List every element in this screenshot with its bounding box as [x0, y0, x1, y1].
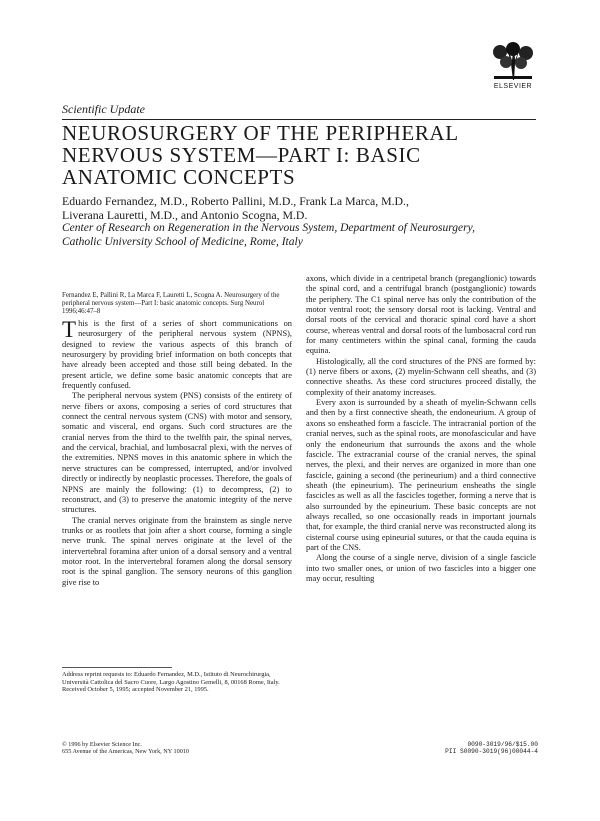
left-column [62, 319, 292, 588]
paragraph: Histologically, all the cord structures of the PNS are formed by: (1) nerve fibers or axons, (2) myelin-Schwann cell sheaths, and (3) connective sheaths. As these cord structures proceed distally, the complexity of their anatomy increases. [306, 356, 536, 397]
copyright [62, 741, 292, 756]
received-dates: Received October 5, 1995; accepted November 21, 1995. [62, 686, 209, 693]
reprint-address: Address reprint requests to: Eduardo Fernandez, M.D., Istituto di Neurochirurgia, Università Cattolica del Sacro Cuore, Largo Agostino Gemelli, 8, 00168 Rome, Italy. [62, 671, 280, 686]
copyright-line: © 1996 by Elsevier Science Inc. [62, 741, 142, 748]
author-line: Eduardo Fernandez, M.D., Roberto Pallini, M.D., Frank La Marca, M.D., [62, 194, 409, 208]
paragraph: Every axon is surrounded by a sheath of myelin-Schwann cells and then by a first connective sheath, the endoneurium. A group of axons so ensheathed form a fascicle. The intracranial portion of the cranial nerves, such as the spinal roots, are monofascicular and have only the endoneurium that surrounds the axons and the whole fascicle. The extracranial course of the cranial nerves, the spinal nerves, the plexi, and their nerves are organized in more than one fascicle, gaining a second (the perineurium) and a third connective sheath (the epineurium). The perineurium ensheaths the single fascicles as well as all the fascicles together, forming a nerve that is also surrounded by the epineurium. These basic concepts are not always recalled, so one occasionally reads in important journals that, for example, the third cranial nerve was reconstructed along its cisternal course using epineurial sutures, or that the cauda equina is part of the CNS. [306, 398, 536, 552]
elsevier-logo [488, 42, 538, 90]
drop-cap: T [62, 317, 77, 342]
footnotes [62, 671, 292, 694]
issn-block [420, 741, 538, 756]
title-line: ANATOMIC CONCEPTS [62, 165, 296, 189]
issn-price: 0090-3019/96/$15.00 [467, 741, 538, 748]
header-rule [62, 119, 536, 120]
author-list [62, 195, 542, 222]
paragraph [62, 319, 292, 391]
paragraph: axons, which divide in a centripetal branch (preganglionic) towards the spinal cord, and a centrifugal branch (postganglionic) towards the periphery. The C1 spinal nerve has only the contribution of the motor ventral root; the sensory dorsal root is lacking. Ventral and dorsal roots of the cervical and thoracic spinal cord have a short course, whereas ventral and dorsal roots of the lumbosacral cord run for many centimeters within the spinal canal, forming the cauda equina. [306, 274, 536, 356]
pii-number: PII S0090-3019(96)00044-4 [445, 748, 538, 756]
author-line: Liverana Lauretti, M.D., and Antonio Scogna, M.D. [62, 207, 308, 222]
article-title [62, 122, 542, 188]
paragraph-text: his is the first of a series of short communications on neurosurgery of the peripheral nervous system (NPNS), designed to review the various aspects of this branch of neurosurgery by providing brief information on both concepts that have already been accepted and those still being debated. In the present article, we define some basic anatomic concepts that are frequently confused. [62, 319, 292, 391]
footnote-rule [62, 667, 172, 668]
affiliation [62, 222, 542, 249]
title-line: NEUROSURGERY OF THE PERIPHERAL [62, 121, 459, 145]
elsevier-tree-icon [488, 42, 538, 82]
paragraph: The cranial nerves originate from the brainstem as single nerve trunks or as rootlets that join after a short course, forming a single nerve trunk. The spinal nerves originate at the level of the intervertebral foramina after union of a dorsal sensory and a ventral motor root. In the intervertebral foramen along the dorsal sensory root is the spinal ganglion. The sensory neurons of this ganglion give rise to [62, 515, 292, 587]
right-column [306, 274, 536, 584]
affiliation-line: Catholic University School of Medicine, Rome, Italy [62, 235, 303, 248]
paragraph: Along the course of a single nerve, division of a single fascicle into two smaller ones, or union of two fascicles into a bigger one may occur, resulting [306, 553, 536, 583]
citation: Fernandez E, Pallini R, La Marca F, Lauretti L, Scogna A. Neurosurgery of the peripheral nervous system—Part I: basic anatomic concepts. Surg Neurol 1996;46:47–8 [62, 292, 280, 315]
publisher-address: 655 Avenue of the Americas, New York, NY 10010 [62, 748, 189, 756]
paragraph: The peripheral nervous system (PNS) consists of the entirety of nerve fibers or axons, composing a series of cord structures that connect the central nervous system (CNS) with motor and sensory, somatic and visceral, end organs. Such cord structures are the cranial nerves from the third to the twelfth pair, the spinal nerves, and the cervical, brachial, and lumbosacral plexi, with the nerves of the extremities. NPNS moves in this anatomic sphere in which the nerve structures can be compressed, interrupted, and/or involved directly or indirectly by neoplastic processes. Therefore, the goals of NPNS are mainly the following: (1) to decompress, (2) to reconstruct, and (3) to preserve the anatomic integrity of the nerve structures. [62, 391, 292, 515]
affiliation-line: Center of Research on Regeneration in the Nervous System, Department of Neurosurgery, [62, 222, 475, 234]
section-label: Scientific Update [62, 102, 145, 116]
publisher-name: ELSEVIER [493, 83, 533, 90]
title-line: NERVOUS SYSTEM—PART I: BASIC [62, 143, 421, 167]
